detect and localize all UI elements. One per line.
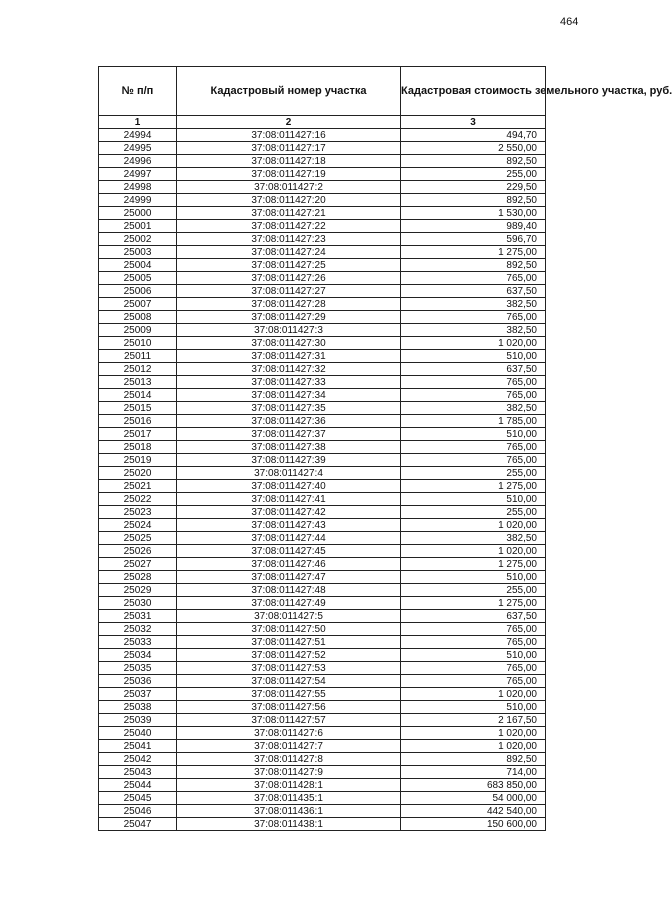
cadastral-value-cell: 494,70 <box>401 129 546 142</box>
row-number-cell: 25005 <box>99 272 177 285</box>
cadastral-number-cell: 37:08:011427:26 <box>177 272 401 285</box>
cadastral-value-cell: 510,00 <box>401 493 546 506</box>
table-row <box>99 662 546 675</box>
table-row <box>99 454 546 467</box>
cadastral-number-cell: 37:08:011427:42 <box>177 506 401 519</box>
row-number-cell: 25014 <box>99 389 177 402</box>
table-row <box>99 480 546 493</box>
row-number-cell: 25006 <box>99 285 177 298</box>
row-number-cell: 25025 <box>99 532 177 545</box>
table-row <box>99 779 546 792</box>
column-number-3: 3 <box>401 116 546 129</box>
cadastral-number-cell: 37:08:011427:16 <box>177 129 401 142</box>
table-row <box>99 324 546 337</box>
table-header-row <box>99 67 546 116</box>
table-row <box>99 714 546 727</box>
cadastral-number-cell: 37:08:011427:27 <box>177 285 401 298</box>
table-row <box>99 636 546 649</box>
cadastral-value-cell: 510,00 <box>401 701 546 714</box>
table-row <box>99 350 546 363</box>
cadastral-number-cell: 37:08:011427:29 <box>177 311 401 324</box>
cadastral-number-cell: 37:08:011427:57 <box>177 714 401 727</box>
cadastral-value-cell: 1 020,00 <box>401 545 546 558</box>
row-number-cell: 25038 <box>99 701 177 714</box>
table-row <box>99 584 546 597</box>
cadastral-number-cell: 37:08:011427:4 <box>177 467 401 480</box>
cadastral-number-cell: 37:08:011427:23 <box>177 233 401 246</box>
row-number-cell: 25040 <box>99 727 177 740</box>
table-row <box>99 207 546 220</box>
row-number-cell: 25030 <box>99 597 177 610</box>
cadastral-value-cell: 714,00 <box>401 766 546 779</box>
cadastral-value-cell: 765,00 <box>401 376 546 389</box>
row-number-cell: 25041 <box>99 740 177 753</box>
table-row <box>99 194 546 207</box>
cadastral-value-cell: 382,50 <box>401 402 546 415</box>
cadastral-value-cell: 892,50 <box>401 155 546 168</box>
cadastral-number-cell: 37:08:011436:1 <box>177 805 401 818</box>
row-number-cell: 24995 <box>99 142 177 155</box>
table-row <box>99 545 546 558</box>
cadastral-value-cell: 765,00 <box>401 675 546 688</box>
cadastral-number-cell: 37:08:011427:51 <box>177 636 401 649</box>
cadastral-number-cell: 37:08:011427:25 <box>177 259 401 272</box>
row-number-cell: 25042 <box>99 753 177 766</box>
cadastral-number-cell: 37:08:011427:24 <box>177 246 401 259</box>
table-row <box>99 506 546 519</box>
row-number-cell: 25013 <box>99 376 177 389</box>
cadastral-value-cell: 1 275,00 <box>401 558 546 571</box>
cadastral-value-cell: 765,00 <box>401 636 546 649</box>
column-number-1: 1 <box>99 116 177 129</box>
table-row <box>99 649 546 662</box>
cadastral-number-cell: 37:08:011427:46 <box>177 558 401 571</box>
cadastral-value-cell: 382,50 <box>401 298 546 311</box>
row-number-cell: 25020 <box>99 467 177 480</box>
cadastral-value-cell: 596,70 <box>401 233 546 246</box>
table-row <box>99 597 546 610</box>
row-number-cell: 24996 <box>99 155 177 168</box>
table-row <box>99 818 546 831</box>
table-row <box>99 623 546 636</box>
cadastral-value-cell: 510,00 <box>401 428 546 441</box>
header-cadastral-value: Кадастровая стоимость земельного участка, руб. <box>401 67 546 116</box>
cadastral-number-cell: 37:08:011427:36 <box>177 415 401 428</box>
row-number-cell: 24994 <box>99 129 177 142</box>
row-number-cell: 25022 <box>99 493 177 506</box>
cadastral-number-cell: 37:08:011427:32 <box>177 363 401 376</box>
cadastral-number-cell: 37:08:011427:22 <box>177 220 401 233</box>
row-number-cell: 25011 <box>99 350 177 363</box>
cadastral-number-cell: 37:08:011427:50 <box>177 623 401 636</box>
cadastral-value-cell: 1 275,00 <box>401 246 546 259</box>
cadastral-number-cell: 37:08:011427:37 <box>177 428 401 441</box>
row-number-cell: 25045 <box>99 792 177 805</box>
cadastral-value-cell: 54 000,00 <box>401 792 546 805</box>
cadastral-number-cell: 37:08:011427:8 <box>177 753 401 766</box>
cadastral-value-cell: 2 550,00 <box>401 142 546 155</box>
cadastral-number-cell: 37:08:011427:45 <box>177 545 401 558</box>
cadastral-value-cell: 765,00 <box>401 311 546 324</box>
cadastral-value-cell: 892,50 <box>401 259 546 272</box>
cadastral-number-cell: 37:08:011427:6 <box>177 727 401 740</box>
cadastral-value-cell: 637,50 <box>401 285 546 298</box>
cadastral-value-cell: 683 850,00 <box>401 779 546 792</box>
table-row <box>99 792 546 805</box>
cadastral-number-cell: 37:08:011427:49 <box>177 597 401 610</box>
table-row <box>99 285 546 298</box>
cadastral-value-cell: 382,50 <box>401 324 546 337</box>
cadastral-number-cell: 37:08:011427:52 <box>177 649 401 662</box>
row-number-cell: 25033 <box>99 636 177 649</box>
row-number-cell: 25035 <box>99 662 177 675</box>
cadastral-number-cell: 37:08:011427:41 <box>177 493 401 506</box>
row-number-cell: 25046 <box>99 805 177 818</box>
table-row <box>99 272 546 285</box>
cadastral-value-cell: 1 020,00 <box>401 727 546 740</box>
table-row <box>99 610 546 623</box>
cadastral-value-cell: 382,50 <box>401 532 546 545</box>
cadastral-number-cell: 37:08:011427:2 <box>177 181 401 194</box>
row-number-cell: 25047 <box>99 818 177 831</box>
cadastral-number-cell: 37:08:011427:17 <box>177 142 401 155</box>
cadastral-value-cell: 765,00 <box>401 389 546 402</box>
cadastral-number-cell: 37:08:011427:55 <box>177 688 401 701</box>
row-number-cell: 25019 <box>99 454 177 467</box>
row-number-cell: 25026 <box>99 545 177 558</box>
cadastral-number-cell: 37:08:011427:20 <box>177 194 401 207</box>
cadastral-value-cell: 765,00 <box>401 662 546 675</box>
cadastral-number-cell: 37:08:011427:35 <box>177 402 401 415</box>
table-row <box>99 467 546 480</box>
cadastral-number-cell: 37:08:011427:44 <box>177 532 401 545</box>
cadastral-value-cell: 1 020,00 <box>401 740 546 753</box>
table-row <box>99 129 546 142</box>
table-row <box>99 675 546 688</box>
cadastral-number-cell: 37:08:011427:19 <box>177 168 401 181</box>
cadastral-number-cell: 37:08:011427:48 <box>177 584 401 597</box>
row-number-cell: 25043 <box>99 766 177 779</box>
table-row <box>99 532 546 545</box>
row-number-cell: 25000 <box>99 207 177 220</box>
cadastral-value-cell: 765,00 <box>401 272 546 285</box>
row-number-cell: 25024 <box>99 519 177 532</box>
table-row <box>99 753 546 766</box>
row-number-cell: 25001 <box>99 220 177 233</box>
cadastral-number-cell: 37:08:011427:34 <box>177 389 401 402</box>
cadastral-number-cell: 37:08:011427:18 <box>177 155 401 168</box>
table-row <box>99 415 546 428</box>
cadastral-number-cell: 37:08:011427:43 <box>177 519 401 532</box>
row-number-cell: 25007 <box>99 298 177 311</box>
cadastral-value-cell: 510,00 <box>401 571 546 584</box>
row-number-cell: 25003 <box>99 246 177 259</box>
table-row <box>99 571 546 584</box>
table-row <box>99 558 546 571</box>
table-row <box>99 246 546 259</box>
row-number-cell: 25023 <box>99 506 177 519</box>
row-number-cell: 25044 <box>99 779 177 792</box>
table-row <box>99 337 546 350</box>
cadastral-number-cell: 37:08:011427:39 <box>177 454 401 467</box>
cadastral-value-table <box>98 66 672 831</box>
row-number-cell: 25008 <box>99 311 177 324</box>
cadastral-number-cell: 37:08:011438:1 <box>177 818 401 831</box>
table-row <box>99 766 546 779</box>
cadastral-number-cell: 37:08:011435:1 <box>177 792 401 805</box>
row-number-cell: 24997 <box>99 168 177 181</box>
cadastral-number-cell: 37:08:011427:38 <box>177 441 401 454</box>
cadastral-number-cell: 37:08:011428:1 <box>177 779 401 792</box>
row-number-cell: 25037 <box>99 688 177 701</box>
row-number-cell: 25032 <box>99 623 177 636</box>
cadastral-number-cell: 37:08:011427:33 <box>177 376 401 389</box>
row-number-cell: 25015 <box>99 402 177 415</box>
cadastral-number-cell: 37:08:011427:28 <box>177 298 401 311</box>
cadastral-number-cell: 37:08:011427:31 <box>177 350 401 363</box>
cadastral-value-cell: 892,50 <box>401 753 546 766</box>
row-number-cell: 25029 <box>99 584 177 597</box>
row-number-cell: 25010 <box>99 337 177 350</box>
row-number-cell: 25036 <box>99 675 177 688</box>
table-row <box>99 688 546 701</box>
row-number-cell: 25002 <box>99 233 177 246</box>
row-number-cell: 25017 <box>99 428 177 441</box>
cadastral-value-cell: 765,00 <box>401 623 546 636</box>
table-row <box>99 389 546 402</box>
table-row <box>99 441 546 454</box>
cadastral-number-cell: 37:08:011427:56 <box>177 701 401 714</box>
cadastral-value-cell: 1 275,00 <box>401 597 546 610</box>
cadastral-value-cell: 1 785,00 <box>401 415 546 428</box>
table-row <box>99 142 546 155</box>
cadastral-value-cell: 255,00 <box>401 168 546 181</box>
row-number-cell: 25009 <box>99 324 177 337</box>
row-number-cell: 24998 <box>99 181 177 194</box>
cadastral-value-cell: 637,50 <box>401 363 546 376</box>
row-number-cell: 25016 <box>99 415 177 428</box>
table-row <box>99 220 546 233</box>
cadastral-value-cell: 1 275,00 <box>401 480 546 493</box>
cadastral-value-cell: 255,00 <box>401 467 546 480</box>
cadastral-value-cell: 2 167,50 <box>401 714 546 727</box>
cadastral-number-cell: 37:08:011427:54 <box>177 675 401 688</box>
cadastral-value-cell: 637,50 <box>401 610 546 623</box>
table-row <box>99 363 546 376</box>
table-row <box>99 805 546 818</box>
column-number-row <box>99 116 546 129</box>
row-number-cell: 25021 <box>99 480 177 493</box>
row-number-cell: 25028 <box>99 571 177 584</box>
cadastral-number-cell: 37:08:011427:21 <box>177 207 401 220</box>
table-row <box>99 298 546 311</box>
header-row-number: № п/п <box>99 67 177 116</box>
table-row <box>99 519 546 532</box>
cadastral-number-cell: 37:08:011427:5 <box>177 610 401 623</box>
cadastral-number-cell: 37:08:011427:30 <box>177 337 401 350</box>
table-row <box>99 701 546 714</box>
row-number-cell: 25027 <box>99 558 177 571</box>
cadastral-value-cell: 442 540,00 <box>401 805 546 818</box>
cadastral-value-cell: 989,40 <box>401 220 546 233</box>
cadastral-value-cell: 765,00 <box>401 441 546 454</box>
table-row <box>99 428 546 441</box>
cadastral-number-cell: 37:08:011427:7 <box>177 740 401 753</box>
row-number-cell: 24999 <box>99 194 177 207</box>
table-row <box>99 155 546 168</box>
cadastral-value-cell: 1 020,00 <box>401 688 546 701</box>
table-row <box>99 181 546 194</box>
table-row <box>99 740 546 753</box>
page-number: 464 <box>560 16 579 28</box>
cadastral-value-cell: 892,50 <box>401 194 546 207</box>
cadastral-value-cell: 255,00 <box>401 506 546 519</box>
cadastral-value-cell: 765,00 <box>401 454 546 467</box>
table-row <box>99 311 546 324</box>
column-number-2: 2 <box>177 116 401 129</box>
row-number-cell: 25039 <box>99 714 177 727</box>
cadastral-number-cell: 37:08:011427:47 <box>177 571 401 584</box>
table-row <box>99 402 546 415</box>
cadastral-value-cell: 150 600,00 <box>401 818 546 831</box>
header-cadastral-number: Кадастровый номер участка <box>177 67 401 116</box>
cadastral-value-cell: 1 020,00 <box>401 519 546 532</box>
row-number-cell: 25034 <box>99 649 177 662</box>
row-number-cell: 25031 <box>99 610 177 623</box>
cadastral-number-cell: 37:08:011427:40 <box>177 480 401 493</box>
cadastral-value-cell: 510,00 <box>401 350 546 363</box>
cadastral-value-cell: 255,00 <box>401 584 546 597</box>
cadastral-value-cell: 229,50 <box>401 181 546 194</box>
table-row <box>99 259 546 272</box>
row-number-cell: 25012 <box>99 363 177 376</box>
cadastral-number-cell: 37:08:011427:3 <box>177 324 401 337</box>
row-number-cell: 25018 <box>99 441 177 454</box>
table-row <box>99 168 546 181</box>
cadastral-number-cell: 37:08:011427:53 <box>177 662 401 675</box>
row-number-cell: 25004 <box>99 259 177 272</box>
cadastral-value-cell: 1 020,00 <box>401 337 546 350</box>
table-row <box>99 376 546 389</box>
cadastral-value-cell: 1 530,00 <box>401 207 546 220</box>
cadastral-value-cell: 510,00 <box>401 649 546 662</box>
cadastral-number-cell: 37:08:011427:9 <box>177 766 401 779</box>
table-row <box>99 493 546 506</box>
table-row <box>99 727 546 740</box>
table-row <box>99 233 546 246</box>
